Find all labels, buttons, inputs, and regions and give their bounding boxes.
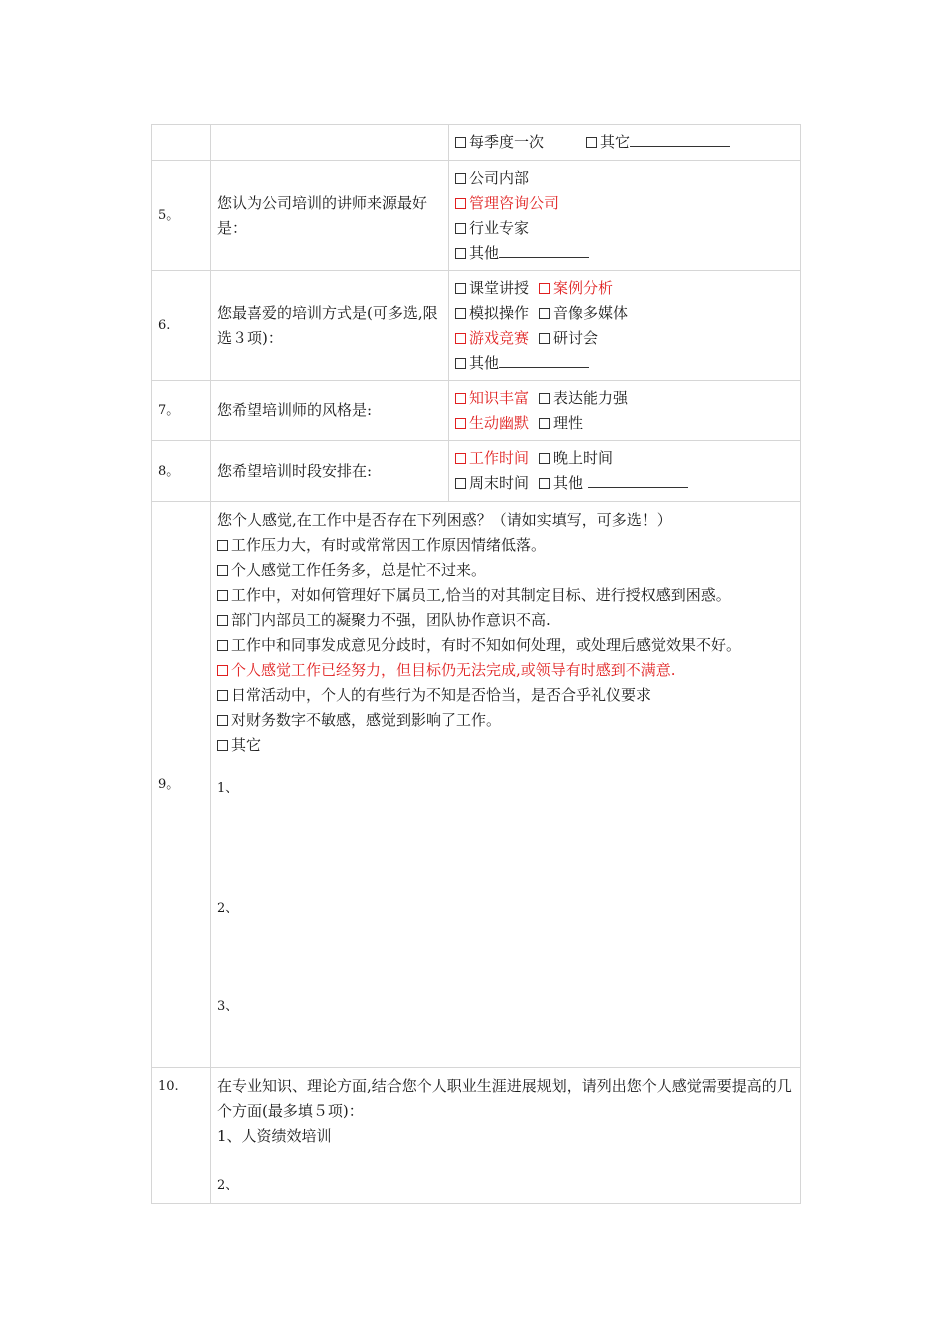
concern-option[interactable]: 其它 [217, 733, 794, 758]
options-cell [449, 125, 801, 161]
checkbox-icon[interactable] [539, 333, 550, 344]
table-row [152, 1068, 801, 1204]
checkbox-icon[interactable] [455, 137, 466, 148]
fill-in-blank[interactable] [630, 132, 730, 147]
question-block [211, 1068, 801, 1204]
table-row [152, 125, 801, 161]
question-block [211, 502, 801, 1068]
option-other[interactable]: 其他 [539, 474, 688, 492]
table-row [152, 381, 801, 441]
checkbox-icon[interactable] [455, 248, 466, 259]
checkbox-icon[interactable] [455, 333, 466, 344]
checkbox-icon[interactable] [217, 540, 228, 551]
row-number: 8。 [152, 441, 211, 502]
checkbox-icon[interactable] [586, 137, 597, 148]
row-number: 6. [152, 271, 211, 381]
question-text: 您最喜爱的培训方式是(可多选,限选３项)： [211, 271, 449, 381]
row-number: 5。 [152, 161, 211, 271]
row-number: 10. [152, 1068, 211, 1204]
answer-blank-2[interactable]: 2、 [217, 901, 239, 916]
option-other[interactable]: 其他 [455, 241, 794, 266]
checkbox-icon[interactable] [217, 665, 228, 676]
checkbox-icon[interactable] [455, 358, 466, 369]
table-row [152, 161, 801, 271]
checkbox-icon[interactable] [217, 565, 228, 576]
option-evening[interactable]: 晚上时间 [539, 449, 613, 467]
option-industry-expert[interactable]: 行业专家 [455, 216, 794, 241]
options-cell [449, 161, 801, 271]
option-other[interactable]: 其他 [455, 351, 794, 376]
question-text: 在专业知识、理论方面,结合您个人职业生涯进展规划，请列出您个人感觉需要提高的几个方面(最多填５项)： [217, 1077, 792, 1120]
option-multimedia[interactable]: 音像多媒体 [539, 304, 628, 322]
checkbox-icon[interactable] [539, 308, 550, 319]
concern-option[interactable]: 个人感觉工作任务多，总是忙不过来。 [217, 558, 794, 583]
options-cell [449, 441, 801, 502]
table-row [152, 271, 801, 381]
concern-option[interactable]: 对财务数字不敏感，感觉到影响了工作。 [217, 708, 794, 733]
answer-line-2[interactable]: 2、 [217, 1178, 239, 1193]
option-simulation[interactable]: 模拟操作 [455, 304, 529, 322]
checkbox-icon[interactable] [455, 393, 466, 404]
option-case-study[interactable]: 案例分析 [539, 279, 613, 297]
concern-option[interactable]: 工作中，对如何管理好下属员工,恰当的对其制定目标、进行授权感到困惑。 [217, 583, 794, 608]
concern-option[interactable]: 个人感觉工作已经努力，但目标仍无法完成,或领导有时感到不满意. [217, 658, 794, 683]
answer-line-1[interactable]: 1、人资绩效培训 [217, 1127, 332, 1145]
option-seminar[interactable]: 研讨会 [539, 329, 598, 347]
concern-option[interactable]: 日常活动中，个人的有些行为不知是否恰当，是否合乎礼仪要求 [217, 683, 794, 708]
checkbox-icon[interactable] [539, 453, 550, 464]
option-humorous[interactable]: 生动幽默 [455, 414, 529, 432]
survey-table [151, 124, 801, 1204]
table-row [152, 502, 801, 1068]
question-text [211, 125, 449, 161]
concern-option[interactable]: 工作中和同事发成意见分歧时，有时不知如何处理，或处理后感觉效果不好。 [217, 633, 794, 658]
fill-in-blank[interactable] [499, 243, 589, 258]
checkbox-icon[interactable] [217, 690, 228, 701]
option-other[interactable]: 其它 [586, 133, 730, 151]
checkbox-icon[interactable] [217, 590, 228, 601]
concern-option[interactable]: 部门内部员工的凝聚力不强，团队协作意识不高. [217, 608, 794, 633]
checkbox-icon[interactable] [455, 308, 466, 319]
fill-in-blank[interactable] [499, 353, 589, 368]
row-number [152, 125, 211, 161]
question-text: 您个人感觉,在工作中是否存在下列困惑？（请如实填写，可多选！） [217, 511, 672, 529]
checkbox-icon[interactable] [539, 283, 550, 294]
fill-in-blank[interactable] [588, 473, 688, 488]
checkbox-icon[interactable] [539, 393, 550, 404]
option-expressive[interactable]: 表达能力强 [539, 389, 628, 407]
option-consulting[interactable]: 管理咨询公司 [455, 191, 794, 216]
options-cell [449, 271, 801, 381]
answer-blank-3[interactable]: 3、 [217, 999, 239, 1014]
options-cell [449, 381, 801, 441]
checkbox-icon[interactable] [455, 418, 466, 429]
checkbox-icon[interactable] [217, 740, 228, 751]
checkbox-icon[interactable] [455, 478, 466, 489]
question-text: 您希望培训时段安排在: [211, 441, 449, 502]
checkbox-icon[interactable] [455, 198, 466, 209]
answer-blank-1[interactable]: 1、 [217, 781, 239, 796]
row-number: 7。 [152, 381, 211, 441]
checkbox-icon[interactable] [455, 173, 466, 184]
option-frequency-quarterly[interactable]: 每季度一次 [455, 133, 544, 151]
checkbox-icon[interactable] [539, 418, 550, 429]
checkbox-icon[interactable] [217, 640, 228, 651]
concern-option[interactable]: 工作压力大，有时或常常因工作原因情绪低落。 [217, 533, 794, 558]
option-games[interactable]: 游戏竞赛 [455, 329, 529, 347]
option-lecture[interactable]: 课堂讲授 [455, 279, 529, 297]
checkbox-icon[interactable] [217, 615, 228, 626]
option-rational[interactable]: 理性 [539, 414, 583, 432]
checkbox-icon[interactable] [455, 223, 466, 234]
question-text: 您希望培训师的风格是: [211, 381, 449, 441]
checkbox-icon[interactable] [455, 453, 466, 464]
option-knowledgeable[interactable]: 知识丰富 [455, 389, 529, 407]
checkbox-icon[interactable] [455, 283, 466, 294]
question-text: 您认为公司培训的讲师来源最好是： [211, 161, 449, 271]
checkbox-icon[interactable] [539, 478, 550, 489]
table-row [152, 441, 801, 502]
row-number: 9。 [152, 502, 211, 1068]
checkbox-icon[interactable] [217, 715, 228, 726]
option-internal[interactable]: 公司内部 [455, 166, 794, 191]
option-work-hours[interactable]: 工作时间 [455, 449, 529, 467]
option-weekend[interactable]: 周末时间 [455, 474, 529, 492]
